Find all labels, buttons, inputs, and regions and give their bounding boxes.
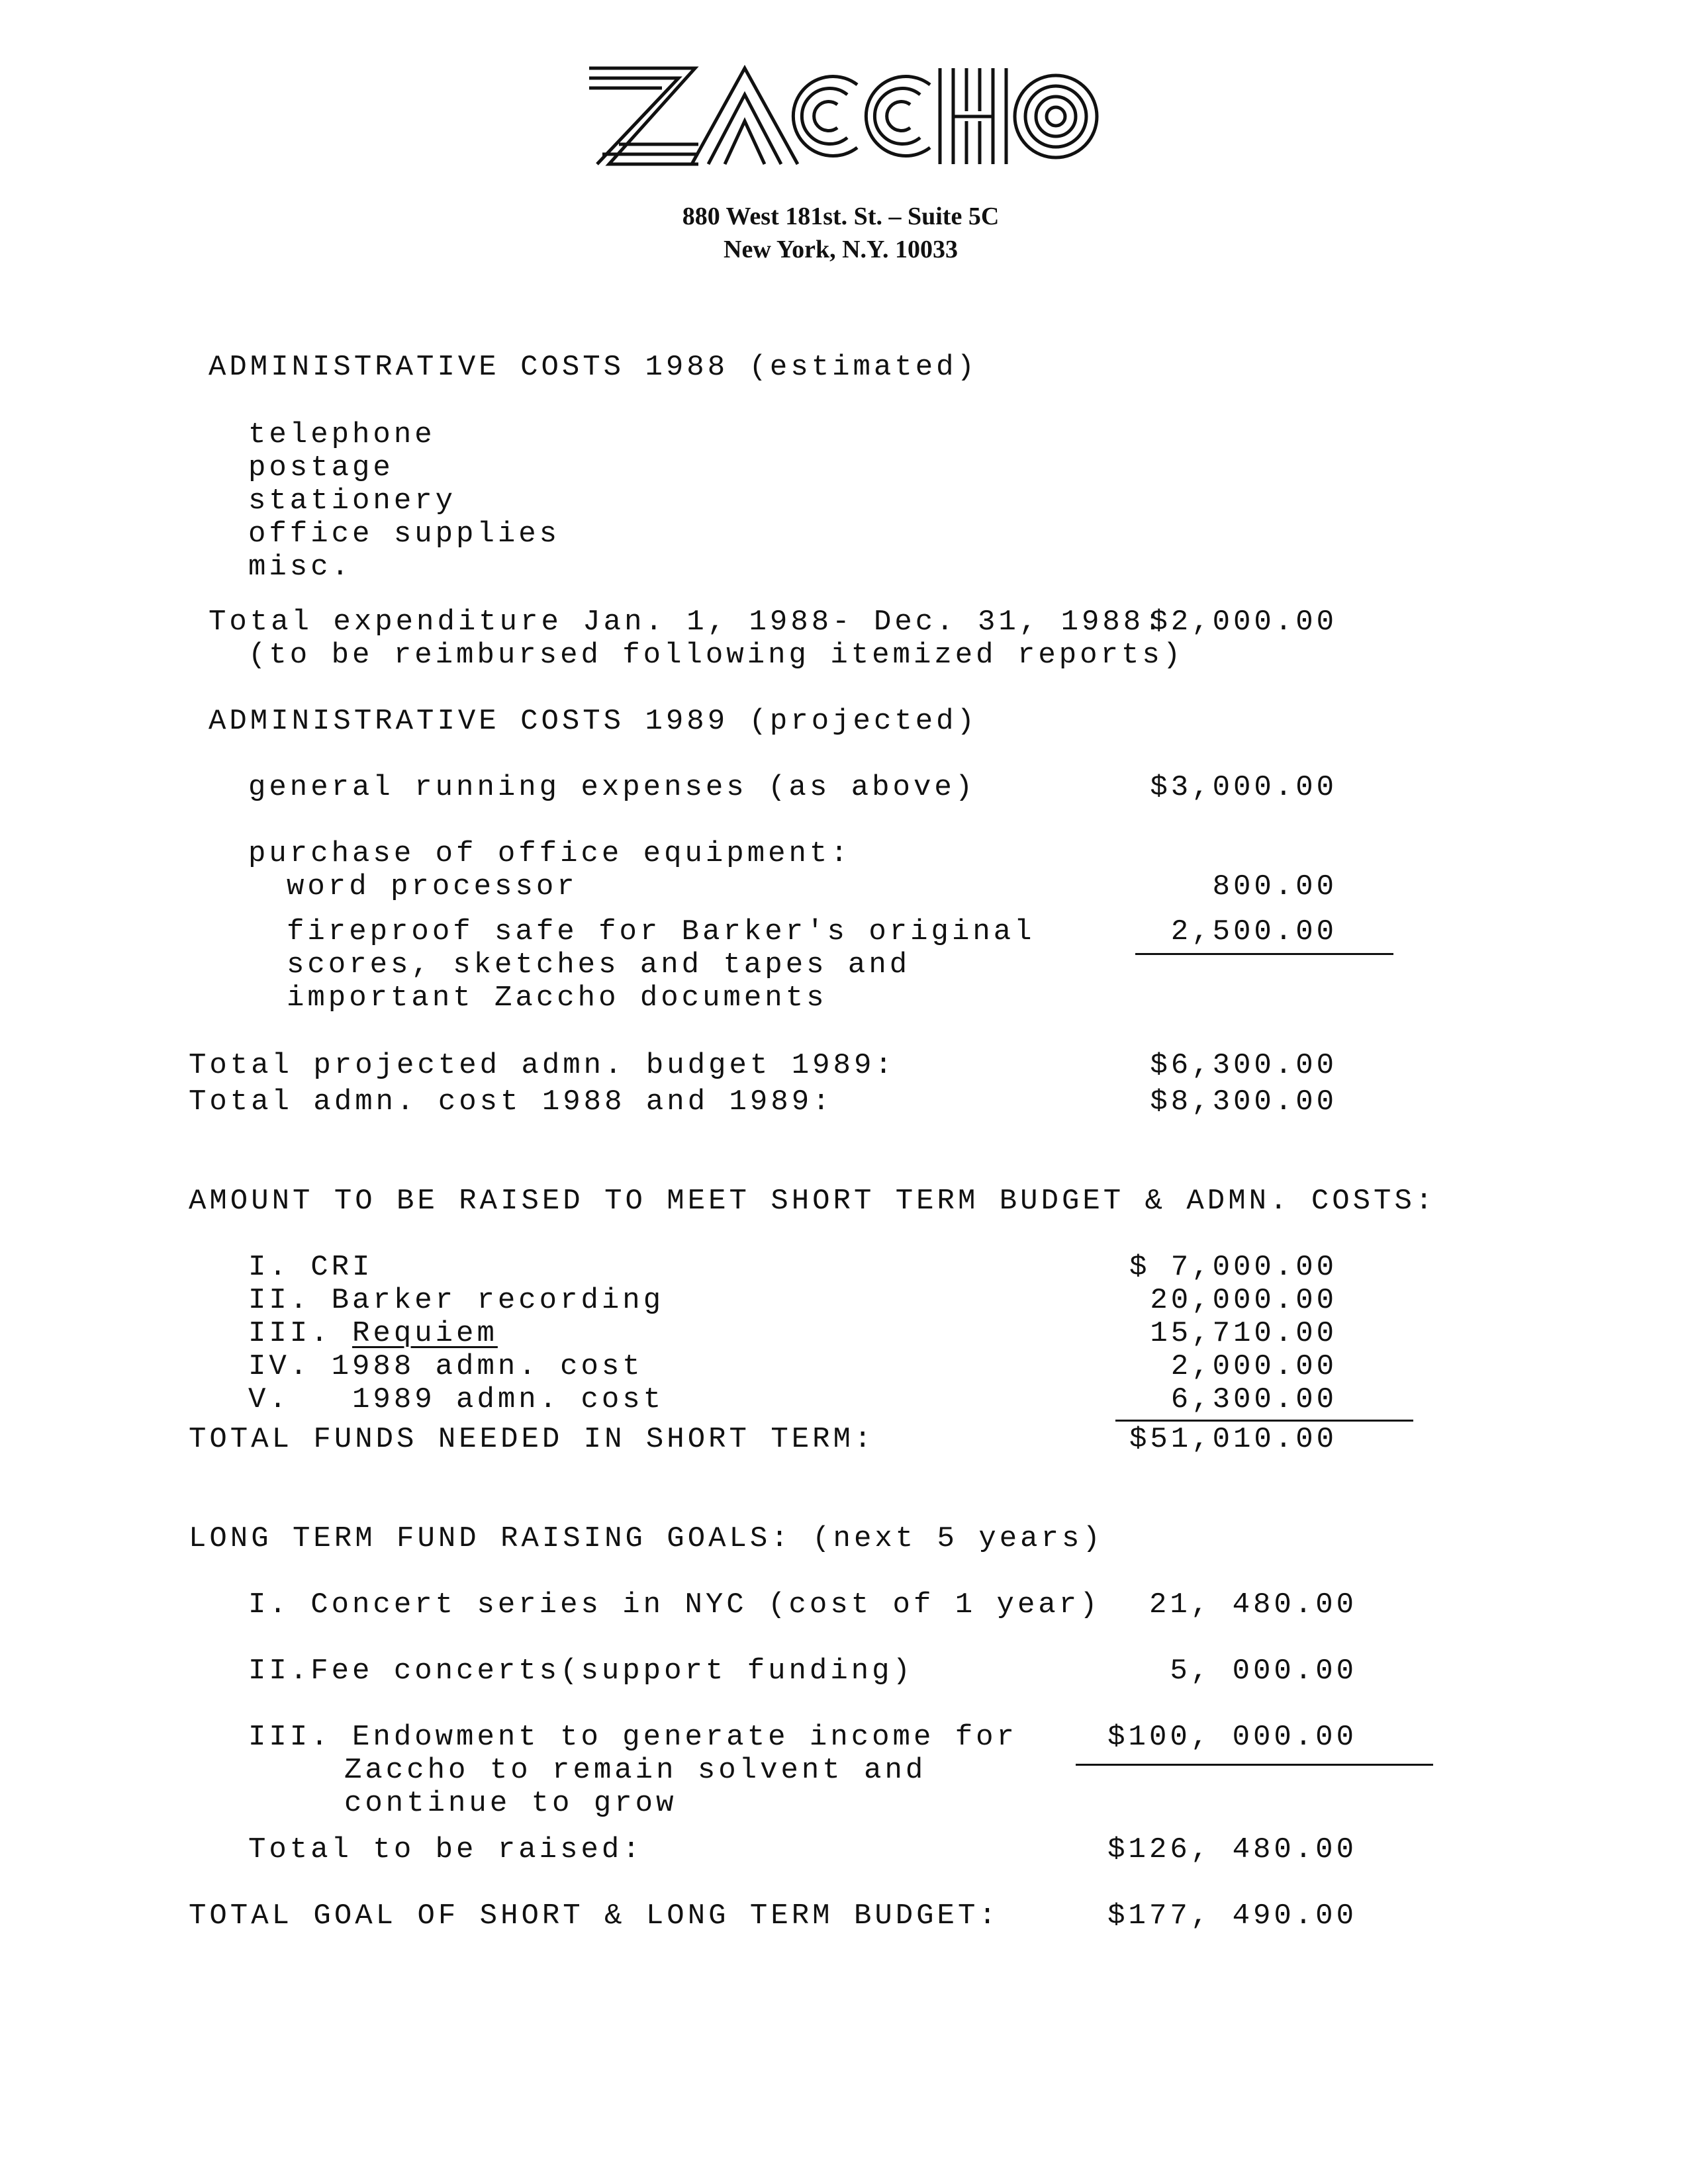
- short-term-label: 1988 admn. cost: [331, 1350, 643, 1383]
- concert-series-label: I. Concert series in NYC (cost of 1 year): [248, 1588, 1101, 1621]
- word-processor-value: 800.00: [1212, 870, 1337, 903]
- admin-1989-heading: ADMINISTRATIVE COSTS 1989 (projected): [209, 705, 978, 738]
- short-term-total-value: $51,010.00: [1129, 1423, 1337, 1456]
- short-term-value: 15,710.00: [1150, 1317, 1337, 1350]
- endowment-line-1: III. Endowment to generate income for: [248, 1721, 1017, 1754]
- admin-1988-total-label: Total expenditure Jan. 1, 1988- Dec. 31, 1988:: [209, 606, 1165, 639]
- running-expenses-label: general running expenses (as above): [248, 771, 976, 804]
- concert-series-value: 21, 480.00: [1149, 1588, 1357, 1621]
- short-term-num: V.: [248, 1383, 290, 1416]
- short-term-total-label: TOTAL FUNDS NEEDED IN SHORT TERM:: [189, 1423, 875, 1456]
- short-term-value: 6,300.00: [1170, 1383, 1337, 1416]
- short-term-value: $ 7,000.00: [1129, 1251, 1337, 1284]
- admin-1988-total-note: (to be reimbursed following itemized reports): [248, 639, 1184, 672]
- short-term-label: Requiem: [352, 1317, 498, 1350]
- admin-1988-item: telephone: [248, 418, 436, 451]
- admin-1988-item: office supplies: [248, 518, 561, 551]
- long-term-total-label: Total to be raised:: [248, 1833, 643, 1866]
- zaccho-logo: [583, 58, 1099, 174]
- short-term-rule: [1115, 1420, 1413, 1422]
- short-term-label: CRI: [310, 1251, 373, 1284]
- admin-1988-item: stationery: [248, 484, 457, 518]
- admin-1988-total-value: $2,000.00: [1150, 606, 1337, 639]
- endowment-value: $100, 000.00: [1107, 1721, 1357, 1754]
- short-term-num: II.: [248, 1284, 311, 1317]
- admin-1988-item: misc.: [248, 551, 353, 584]
- long-term-total-value: $126, 480.00: [1107, 1833, 1357, 1866]
- short-term-value: 2,000.00: [1170, 1350, 1337, 1383]
- safe-line-1: fireproof safe for Barker's original: [287, 915, 1035, 948]
- safe-value: 2,500.00: [1170, 915, 1337, 948]
- endowment-line-2: Zaccho to remain solvent and: [344, 1754, 927, 1787]
- equipment-heading: purchase of office equipment:: [248, 837, 851, 870]
- total-both-value: $8,300.00: [1150, 1085, 1337, 1118]
- short-term-row: [248, 1317, 498, 1350]
- total-projected-value: $6,300.00: [1150, 1049, 1337, 1082]
- short-term-label: Barker recording: [331, 1284, 665, 1317]
- short-term-value: 20,000.00: [1150, 1284, 1337, 1317]
- grand-total-label: TOTAL GOAL OF SHORT & LONG TERM BUDGET:: [189, 1899, 1000, 1933]
- subtotal-rule: [1135, 953, 1393, 955]
- total-both-label: Total admn. cost 1988 and 1989:: [189, 1085, 833, 1118]
- short-term-row: [248, 1383, 664, 1416]
- endowment-line-3: continue to grow: [344, 1787, 677, 1820]
- word-processor-label: word processor: [287, 870, 578, 903]
- safe-line-2: scores, sketches and tapes and: [287, 948, 911, 981]
- admin-1988-item: postage: [248, 451, 394, 484]
- safe-line-3: important Zaccho documents: [287, 981, 827, 1015]
- short-term-num: I.: [248, 1251, 290, 1284]
- short-term-row: [248, 1350, 643, 1383]
- long-term-heading: LONG TERM FUND RAISING GOALS: (next 5 years): [189, 1522, 1103, 1555]
- address-line-1: 880 West 181st. St. – Suite 5C: [682, 203, 1000, 230]
- running-expenses-value: $3,000.00: [1150, 771, 1337, 804]
- fee-concerts-label: II.Fee concerts(support funding): [248, 1655, 914, 1688]
- short-term-num: III.: [248, 1317, 332, 1350]
- short-term-num: IV.: [248, 1350, 311, 1383]
- address-line-2: New York, N.Y. 10033: [724, 236, 958, 263]
- long-term-rule: [1076, 1764, 1433, 1766]
- total-projected-label: Total projected admn. budget 1989:: [189, 1049, 896, 1082]
- short-term-heading: AMOUNT TO BE RAISED TO MEET SHORT TERM BUDGET & ADMN. COSTS:: [189, 1185, 1436, 1218]
- short-term-row: [248, 1251, 373, 1284]
- grand-total-value: $177, 490.00: [1107, 1899, 1357, 1933]
- admin-1988-heading: ADMINISTRATIVE COSTS 1988 (estimated): [209, 351, 978, 384]
- fee-concerts-value: 5, 000.00: [1170, 1655, 1357, 1688]
- short-term-label: 1989 admn. cost: [352, 1383, 665, 1416]
- short-term-row: [248, 1284, 664, 1317]
